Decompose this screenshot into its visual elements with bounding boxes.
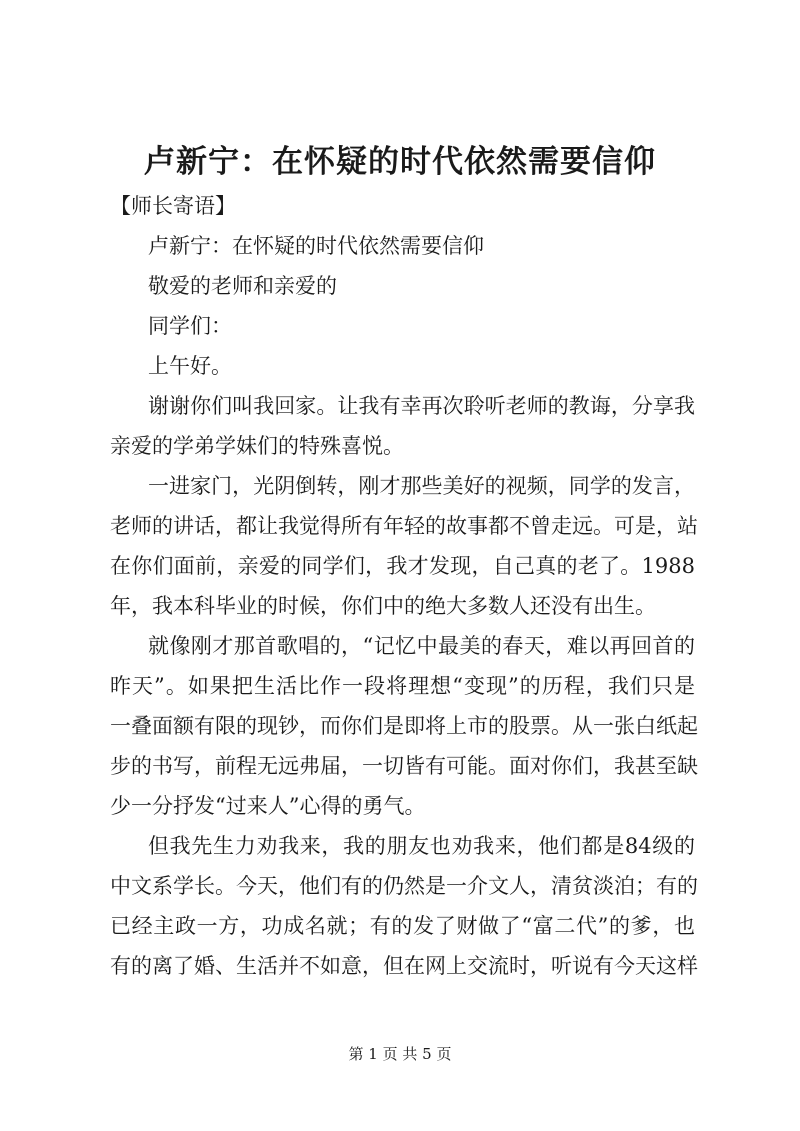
paragraph-line: 已经主政一方，功成名就；有的发了财做了“富二代”的爹，也 bbox=[110, 914, 695, 938]
greeting-line: 上午好。 bbox=[148, 354, 232, 378]
paragraph-line: 在你们面前，亲爱的同学们，我才发现，自己真的老了。1988 bbox=[110, 554, 695, 578]
paragraph-line: 步的书写，前程无远弗届，一切皆有可能。面对你们，我甚至缺 bbox=[110, 754, 698, 778]
document-title: 卢新宁：在怀疑的时代依然需要信仰 bbox=[144, 144, 656, 180]
paragraph-line: 老师的讲话，都让我觉得所有年轻的故事都不曾走远。可是，站 bbox=[110, 514, 698, 538]
paragraph-line: 少一分抒发“过来人”心得的勇气。 bbox=[110, 794, 426, 818]
paragraph-line: 谢谢你们叫我回家。让我有幸再次聆听老师的教诲，分享我 bbox=[148, 394, 695, 418]
paragraph-line: 昨天”。如果把生活比作一段将理想“变现”的历程，我们只是 bbox=[110, 674, 695, 698]
salutation-line: 同学们： bbox=[148, 314, 232, 338]
salutation-line: 敬爱的老师和亲爱的 bbox=[148, 274, 337, 298]
section-label: 【师长寄语】 bbox=[110, 194, 236, 218]
paragraph-line: 年，我本科毕业的时候，你们中的绝大多数人还没有出生。 bbox=[110, 594, 656, 618]
paragraph-line: 但我先生力劝我来，我的朋友也劝我来，他们都是84级的 bbox=[148, 834, 695, 858]
page-number-footer: 第 1 页 共 5 页 bbox=[348, 1045, 452, 1063]
paragraph-line: 有的离了婚、生活并不如意，但在网上交流时，听说有今天这样 bbox=[110, 954, 698, 978]
subtitle-line: 卢新宁：在怀疑的时代依然需要信仰 bbox=[148, 234, 484, 258]
paragraph-line: 就像刚才那首歌唱的，“记忆中最美的春天，难以再回首的 bbox=[148, 634, 695, 658]
paragraph-line: 一进家门，光阴倒转，刚才那些美好的视频，同学的发言， bbox=[148, 474, 695, 498]
paragraph-line: 中文系学长。今天，他们有的仍然是一介文人，清贫淡泊；有的 bbox=[110, 874, 698, 898]
paragraph-line: 亲爱的学弟学妹们的特殊喜悦。 bbox=[110, 434, 404, 458]
paragraph-line: 一叠面额有限的现钞，而你们是即将上市的股票。从一张白纸起 bbox=[110, 714, 698, 738]
document-body bbox=[110, 186, 698, 986]
